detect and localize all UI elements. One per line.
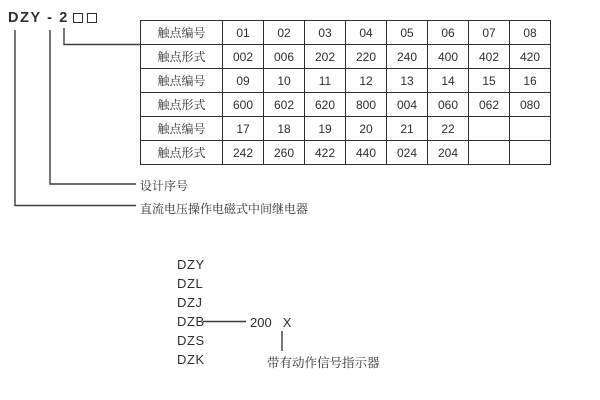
model-list-item-dzl: DZL xyxy=(177,276,204,291)
contact-cell: 602 xyxy=(264,93,305,117)
contact-cell: 10 xyxy=(264,69,305,93)
model-digit-box-1 xyxy=(73,13,83,23)
row-header-cell: 触点形式 xyxy=(141,141,223,165)
contact-cell xyxy=(469,141,510,165)
contact-table-body xyxy=(141,21,551,165)
contact-cell: 260 xyxy=(264,141,305,165)
contact-cell: 04 xyxy=(346,21,387,45)
table-row xyxy=(141,21,551,45)
dzb-suffix-variant: X xyxy=(282,315,292,330)
indicator-note-label: 带有动作信号指示器 xyxy=(267,356,380,370)
contact-cell xyxy=(510,141,551,165)
contact-cell: 080 xyxy=(510,93,551,117)
contact-cell: 20 xyxy=(346,117,387,141)
design-serial-connector-line xyxy=(50,30,136,184)
contact-cell: 15 xyxy=(469,69,510,93)
contact-cell: 05 xyxy=(387,21,428,45)
contact-cell: 202 xyxy=(305,45,346,69)
contact-cell xyxy=(469,117,510,141)
contact-cell: 18 xyxy=(264,117,305,141)
contact-cell: 240 xyxy=(387,45,428,69)
contact-cell: 620 xyxy=(305,93,346,117)
model-code-header xyxy=(8,10,97,26)
relay-type-label: 直流电压操作电磁式中间继电器 xyxy=(140,202,309,216)
contact-cell: 13 xyxy=(387,69,428,93)
contact-cell: 01 xyxy=(223,21,264,45)
model-digit-box-2 xyxy=(87,13,97,23)
table-row xyxy=(141,45,551,69)
contact-cell: 14 xyxy=(428,69,469,93)
contact-cell: 422 xyxy=(305,141,346,165)
contact-cell: 600 xyxy=(223,93,264,117)
row-header-cell: 触点编号 xyxy=(141,69,223,93)
contact-cell: 002 xyxy=(223,45,264,69)
model-list-item-dzj: DZJ xyxy=(177,295,203,310)
model-list-item-dzk: DZK xyxy=(177,352,205,367)
contact-cell: 242 xyxy=(223,141,264,165)
contact-cell: 204 xyxy=(428,141,469,165)
table-row xyxy=(141,117,551,141)
row-header-cell: 触点编号 xyxy=(141,21,223,45)
digit-box-to-table-connector-line xyxy=(64,28,140,45)
contact-table xyxy=(140,20,551,165)
contact-cell xyxy=(510,117,551,141)
contact-cell: 19 xyxy=(305,117,346,141)
row-header-cell: 触点形式 xyxy=(141,45,223,69)
design-serial-label: 设计序号 xyxy=(140,179,189,193)
contact-cell: 400 xyxy=(428,45,469,69)
contact-cell: 16 xyxy=(510,69,551,93)
contact-cell: 004 xyxy=(387,93,428,117)
contact-cell: 800 xyxy=(346,93,387,117)
contact-cell: 09 xyxy=(223,69,264,93)
contact-cell: 11 xyxy=(305,69,346,93)
dzb-suffix-group xyxy=(250,315,291,330)
contact-cell: 07 xyxy=(469,21,510,45)
contact-cell: 03 xyxy=(305,21,346,45)
model-list-item-dzs: DZS xyxy=(177,333,205,348)
contact-cell: 08 xyxy=(510,21,551,45)
contact-cell: 22 xyxy=(428,117,469,141)
contact-cell: 006 xyxy=(264,45,305,69)
model-code-text: DZY - 2 xyxy=(8,10,69,26)
contact-cell: 060 xyxy=(428,93,469,117)
table-row xyxy=(141,141,551,165)
contact-cell: 06 xyxy=(428,21,469,45)
contact-cell: 440 xyxy=(346,141,387,165)
contact-cell: 12 xyxy=(346,69,387,93)
row-header-cell: 触点形式 xyxy=(141,93,223,117)
model-list-item-dzy: DZY xyxy=(177,257,205,272)
dzb-suffix-number: 200 xyxy=(250,315,272,330)
table-row xyxy=(141,93,551,117)
contact-cell: 220 xyxy=(346,45,387,69)
table-row xyxy=(141,69,551,93)
row-header-cell: 触点编号 xyxy=(141,117,223,141)
model-list-item-dzb: DZB xyxy=(177,314,205,329)
contact-cell: 17 xyxy=(223,117,264,141)
contact-cell: 402 xyxy=(469,45,510,69)
contact-cell: 02 xyxy=(264,21,305,45)
relay-type-connector-line xyxy=(15,30,136,206)
contact-cell: 420 xyxy=(510,45,551,69)
contact-cell: 21 xyxy=(387,117,428,141)
contact-cell: 062 xyxy=(469,93,510,117)
contact-cell: 024 xyxy=(387,141,428,165)
